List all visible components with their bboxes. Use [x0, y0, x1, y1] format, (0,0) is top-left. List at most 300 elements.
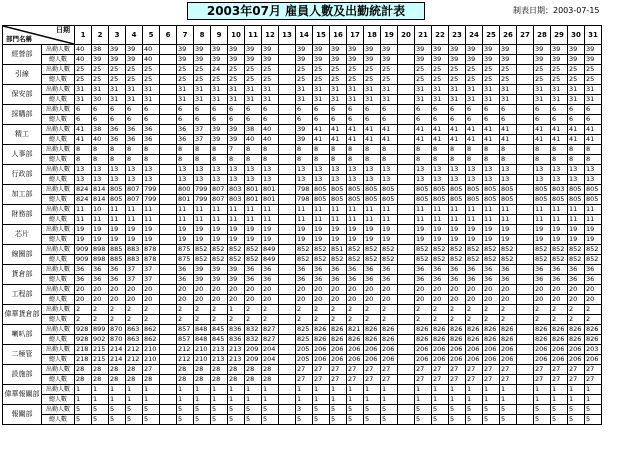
table-cell: 805 — [364, 195, 381, 205]
table-cell: 2 — [228, 315, 245, 325]
table-cell: 36 — [109, 275, 126, 285]
table-cell: 799 — [194, 195, 211, 205]
attendance-label: 出勤人數 — [42, 245, 75, 255]
table-cell: 36 — [330, 265, 347, 275]
table-cell — [160, 385, 177, 395]
table-cell: 19 — [296, 225, 313, 235]
table-cell — [398, 345, 415, 355]
table-cell: 6 — [177, 115, 194, 125]
table-cell — [517, 335, 534, 345]
table-cell: 826 — [466, 335, 483, 345]
table-cell: 39 — [296, 55, 313, 65]
attendance-label: 出勤人數 — [42, 205, 75, 215]
table-cell: 20 — [75, 285, 92, 295]
table-cell: 13 — [551, 165, 568, 175]
day-header: 16 — [330, 26, 347, 45]
table-cell — [279, 255, 296, 265]
table-cell: 1 — [585, 395, 602, 405]
table-cell: 25 — [381, 75, 398, 85]
table-cell: 19 — [449, 235, 466, 245]
table-cell: 31 — [313, 85, 330, 95]
table-cell: 13 — [534, 175, 551, 185]
table-cell — [160, 155, 177, 165]
table-cell: 19 — [381, 225, 398, 235]
table-cell: 5 — [194, 405, 211, 415]
table-cell — [279, 365, 296, 375]
table-cell: 31 — [364, 85, 381, 95]
table-cell: 25 — [194, 65, 211, 75]
table-cell: 8 — [92, 145, 109, 155]
table-cell: 25 — [75, 75, 92, 85]
table-cell: 206 — [483, 345, 500, 355]
table-cell: 863 — [126, 325, 143, 335]
table-row — [3, 55, 602, 65]
table-cell: 8 — [347, 145, 364, 155]
table-cell: 8 — [92, 155, 109, 165]
table-cell: 25 — [296, 75, 313, 85]
attendance-label: 出勤人數 — [42, 225, 75, 235]
table-cell: 209 — [245, 345, 262, 355]
table-cell: 36 — [449, 265, 466, 275]
table-cell: 852 — [364, 245, 381, 255]
table-cell — [160, 265, 177, 275]
table-cell: 19 — [228, 235, 245, 245]
table-cell: 801 — [262, 195, 279, 205]
table-cell: 11 — [585, 205, 602, 215]
table-cell: 31 — [177, 85, 194, 95]
table-row — [3, 275, 602, 285]
table-cell: 27 — [500, 365, 517, 375]
table-cell: 6 — [92, 115, 109, 125]
table-cell — [160, 245, 177, 255]
table-cell — [160, 275, 177, 285]
table-cell: 25 — [347, 65, 364, 75]
table-cell: 852 — [466, 255, 483, 265]
table-cell: 805 — [466, 185, 483, 195]
table-cell: 25 — [568, 65, 585, 75]
table-cell: 852 — [534, 255, 551, 265]
table-cell: 11 — [483, 215, 500, 225]
table-cell: 1 — [296, 385, 313, 395]
date-value: 2003-07-15 — [553, 6, 600, 15]
table-cell: 2 — [432, 315, 449, 325]
table-cell: 39 — [194, 55, 211, 65]
table-cell: 2 — [143, 305, 160, 315]
table-cell: 20 — [568, 295, 585, 305]
table-cell: 36 — [245, 275, 262, 285]
department-name: 保安部 — [3, 85, 42, 105]
total-label: 總人數 — [42, 355, 75, 365]
day-header: 10 — [228, 26, 245, 45]
table-cell: 31 — [177, 95, 194, 105]
table-cell: 25 — [551, 75, 568, 85]
day-header: 12 — [262, 26, 279, 45]
table-cell: 11 — [449, 205, 466, 215]
table-row — [3, 105, 602, 115]
table-cell — [398, 265, 415, 275]
table-cell: 39 — [262, 55, 279, 65]
table-cell: 5 — [551, 415, 568, 425]
table-cell — [517, 275, 534, 285]
table-cell: 6 — [211, 105, 228, 115]
table-cell: 1 — [262, 385, 279, 395]
table-cell: 7 — [228, 145, 245, 155]
table-cell — [398, 235, 415, 245]
table-cell: 39 — [211, 55, 228, 65]
table-cell: 5 — [466, 415, 483, 425]
table-cell — [398, 95, 415, 105]
table-cell: 206 — [347, 345, 364, 355]
table-cell: 857 — [177, 325, 194, 335]
table-cell: 13 — [347, 175, 364, 185]
table-cell: 13 — [211, 175, 228, 185]
table-cell: 210 — [143, 355, 160, 365]
day-header: 28 — [534, 26, 551, 45]
table-cell: 36 — [347, 265, 364, 275]
table-cell: 5 — [330, 405, 347, 415]
table-cell: 31 — [585, 95, 602, 105]
table-cell: 28 — [245, 365, 262, 375]
corner-header — [3, 26, 75, 45]
table-cell: 800 — [177, 185, 194, 195]
table-cell: 2 — [415, 305, 432, 315]
table-cell: 8 — [296, 155, 313, 165]
table-cell: 885 — [109, 245, 126, 255]
table-cell: 1 — [143, 395, 160, 405]
table-cell: 805 — [330, 195, 347, 205]
table-cell: 805 — [313, 195, 330, 205]
table-cell: 37 — [143, 265, 160, 275]
table-cell: 27 — [449, 375, 466, 385]
table-cell: 11 — [109, 205, 126, 215]
table-cell: 805 — [381, 195, 398, 205]
table-cell: 28 — [262, 365, 279, 375]
table-cell: 13 — [262, 175, 279, 185]
table-cell: 8 — [466, 155, 483, 165]
table-row — [3, 215, 602, 225]
table-cell: 1 — [228, 305, 245, 315]
attendance-label: 出勤人數 — [42, 65, 75, 75]
table-cell: 6 — [347, 105, 364, 115]
table-cell — [517, 55, 534, 65]
table-cell: 20 — [347, 295, 364, 305]
table-cell: 805 — [313, 185, 330, 195]
table-cell — [279, 55, 296, 65]
table-cell: 28 — [228, 365, 245, 375]
table-cell: 20 — [449, 295, 466, 305]
table-cell: 852 — [432, 255, 449, 265]
table-cell: 1 — [466, 395, 483, 405]
table-cell: 31 — [194, 95, 211, 105]
table-cell — [160, 345, 177, 355]
table-cell — [279, 165, 296, 175]
table-cell: 25 — [330, 75, 347, 85]
table-cell: 805 — [109, 185, 126, 195]
table-cell: 36 — [466, 265, 483, 275]
corner-date-label: 日期 — [56, 26, 70, 34]
table-cell — [160, 65, 177, 75]
table-cell: 5 — [364, 405, 381, 415]
table-cell: 10 — [92, 205, 109, 215]
table-cell: 20 — [534, 285, 551, 295]
table-cell: 826 — [534, 335, 551, 345]
table-cell: 40 — [92, 135, 109, 145]
table-cell: 801 — [245, 195, 262, 205]
table-row — [3, 355, 602, 365]
table-cell: 19 — [432, 235, 449, 245]
table-cell: 25 — [449, 65, 466, 75]
table-cell: 27 — [500, 375, 517, 385]
table-cell: 20 — [296, 285, 313, 295]
table-cell: 36 — [143, 125, 160, 135]
table-cell: 13 — [75, 165, 92, 175]
table-cell: 40 — [262, 125, 279, 135]
table-cell: 41 — [551, 125, 568, 135]
table-cell: 25 — [143, 65, 160, 75]
table-cell: 37 — [143, 275, 160, 285]
table-cell — [279, 305, 296, 315]
table-cell — [160, 45, 177, 55]
table-cell: 8 — [330, 145, 347, 155]
table-cell: 8 — [432, 155, 449, 165]
day-header: 22 — [432, 26, 449, 45]
table-cell: 1 — [432, 385, 449, 395]
table-cell: 31 — [500, 95, 517, 105]
day-header: 25 — [483, 26, 500, 45]
table-cell — [517, 205, 534, 215]
table-cell — [279, 375, 296, 385]
table-cell: 13 — [313, 165, 330, 175]
table-cell: 13 — [432, 175, 449, 185]
table-cell: 19 — [228, 225, 245, 235]
table-cell: 2 — [500, 305, 517, 315]
table-cell: 1 — [92, 385, 109, 395]
table-cell — [279, 65, 296, 75]
table-cell: 39 — [194, 275, 211, 285]
table-cell: 39 — [211, 265, 228, 275]
table-cell: 41 — [432, 135, 449, 145]
table-cell: 27 — [143, 365, 160, 375]
attendance-label: 出勤人數 — [42, 125, 75, 135]
table-cell: 39 — [177, 55, 194, 65]
table-cell: 1 — [177, 385, 194, 395]
table-cell — [517, 385, 534, 395]
table-cell: 928 — [75, 335, 92, 345]
day-header: 13 — [279, 26, 296, 45]
table-cell: 852 — [245, 245, 262, 255]
table-cell: 1 — [449, 385, 466, 395]
table-cell: 206 — [364, 345, 381, 355]
table-cell: 852 — [500, 245, 517, 255]
table-cell: 898 — [92, 245, 109, 255]
table-cell: 5 — [364, 415, 381, 425]
table-cell: 28 — [109, 365, 126, 375]
table-cell — [398, 85, 415, 95]
table-cell: 28 — [92, 365, 109, 375]
total-label: 總人數 — [42, 115, 75, 125]
table-cell: 206 — [381, 355, 398, 365]
table-cell: 28 — [75, 375, 92, 385]
table-cell: 27 — [466, 375, 483, 385]
table-cell: 6 — [296, 115, 313, 125]
table-cell: 39 — [228, 125, 245, 135]
table-cell — [160, 195, 177, 205]
table-cell: 878 — [143, 255, 160, 265]
table-cell: 41 — [313, 135, 330, 145]
table-cell — [279, 135, 296, 145]
table-cell: 826 — [449, 335, 466, 345]
table-cell: 852 — [296, 245, 313, 255]
table-cell: 25 — [432, 75, 449, 85]
table-cell: 39 — [177, 45, 194, 55]
table-cell: 11 — [483, 205, 500, 215]
table-cell: 2 — [245, 315, 262, 325]
table-cell: 206 — [534, 345, 551, 355]
table-cell: 41 — [364, 125, 381, 135]
table-cell: 8 — [126, 155, 143, 165]
table-cell: 19 — [313, 225, 330, 235]
table-row — [3, 305, 602, 315]
table-cell: 31 — [466, 95, 483, 105]
table-cell: 826 — [585, 325, 602, 335]
table-cell: 27 — [415, 365, 432, 375]
table-row — [3, 285, 602, 295]
table-cell: 883 — [126, 245, 143, 255]
table-cell — [517, 75, 534, 85]
table-cell — [160, 355, 177, 365]
table-cell: 36 — [483, 275, 500, 285]
table-cell: 2 — [313, 305, 330, 315]
table-cell: 41 — [381, 125, 398, 135]
table-cell — [517, 185, 534, 195]
table-cell: 20 — [500, 285, 517, 295]
table-cell: 20 — [568, 285, 585, 295]
table-cell: 8 — [534, 155, 551, 165]
total-label: 總人數 — [42, 235, 75, 245]
table-cell: 28 — [143, 375, 160, 385]
table-row — [3, 65, 602, 75]
table-cell — [517, 95, 534, 105]
table-cell: 6 — [364, 105, 381, 115]
table-cell: 6 — [228, 115, 245, 125]
table-cell: 41 — [415, 125, 432, 135]
table-cell — [398, 115, 415, 125]
table-cell: 11 — [75, 205, 92, 215]
table-cell: 852 — [228, 255, 245, 265]
table-cell: 28 — [177, 365, 194, 375]
table-cell: 31 — [228, 85, 245, 95]
table-cell: 2 — [194, 315, 211, 325]
table-cell — [160, 235, 177, 245]
table-cell: 826 — [432, 335, 449, 345]
table-cell: 39 — [568, 45, 585, 55]
total-label: 總人數 — [42, 395, 75, 405]
table-cell: 25 — [364, 75, 381, 85]
table-cell: 20 — [177, 285, 194, 295]
table-cell: 19 — [449, 225, 466, 235]
table-cell: 805 — [109, 195, 126, 205]
table-cell: 205 — [296, 355, 313, 365]
table-cell: 799 — [143, 185, 160, 195]
table-cell: 25 — [228, 65, 245, 75]
table-cell: 13 — [296, 175, 313, 185]
day-header: 23 — [449, 26, 466, 45]
table-cell: 1 — [211, 395, 228, 405]
table-cell: 11 — [126, 205, 143, 215]
table-cell: 1 — [245, 385, 262, 395]
table-cell: 39 — [228, 135, 245, 145]
table-cell: 20 — [330, 295, 347, 305]
table-cell: 6 — [126, 105, 143, 115]
table-cell: 8 — [568, 145, 585, 155]
table-cell: 11 — [194, 215, 211, 225]
table-cell: 31 — [296, 95, 313, 105]
table-cell: 8 — [330, 155, 347, 165]
table-cell: 5 — [245, 405, 262, 415]
table-cell: 11 — [500, 205, 517, 215]
table-cell: 1 — [109, 385, 126, 395]
table-cell: 799 — [194, 185, 211, 195]
table-cell: 852 — [194, 255, 211, 265]
table-cell: 31 — [347, 95, 364, 105]
table-cell: 36 — [75, 275, 92, 285]
table-cell — [398, 325, 415, 335]
table-cell — [279, 315, 296, 325]
table-cell: 31 — [75, 85, 92, 95]
table-cell: 805 — [415, 185, 432, 195]
table-row — [3, 315, 602, 325]
table-cell: 6 — [245, 105, 262, 115]
table-cell: 36 — [551, 265, 568, 275]
table-cell: 19 — [194, 235, 211, 245]
table-cell: 31 — [432, 85, 449, 95]
table-cell: 31 — [126, 95, 143, 105]
day-header: 19 — [381, 26, 398, 45]
table-cell: 852 — [483, 255, 500, 265]
table-cell: 28 — [177, 375, 194, 385]
table-cell: 11 — [534, 205, 551, 215]
table-cell: 25 — [483, 75, 500, 85]
table-cell: 25 — [500, 75, 517, 85]
table-cell: 41 — [313, 125, 330, 135]
table-cell: 19 — [211, 225, 228, 235]
table-cell: 39 — [109, 55, 126, 65]
table-cell: 6 — [432, 105, 449, 115]
table-cell: 5 — [75, 415, 92, 425]
table-cell: 214 — [109, 355, 126, 365]
table-cell: 2 — [585, 315, 602, 325]
table-cell: 1 — [568, 385, 585, 395]
table-cell: 1 — [347, 385, 364, 395]
table-cell: 20 — [143, 295, 160, 305]
table-cell: 36 — [585, 265, 602, 275]
table-cell: 36 — [296, 275, 313, 285]
table-cell: 2 — [551, 305, 568, 315]
table-cell: 25 — [432, 65, 449, 75]
table-row — [3, 405, 602, 415]
table-cell — [398, 45, 415, 55]
table-cell: 6 — [143, 115, 160, 125]
table-cell: 20 — [551, 285, 568, 295]
table-cell: 5 — [534, 415, 551, 425]
table-cell: 31 — [500, 85, 517, 95]
table-cell: 20 — [262, 285, 279, 295]
table-cell: 5 — [381, 415, 398, 425]
table-cell: 30 — [92, 95, 109, 105]
department-name: 二極管 — [3, 345, 42, 365]
table-row — [3, 245, 602, 255]
table-cell — [517, 135, 534, 145]
